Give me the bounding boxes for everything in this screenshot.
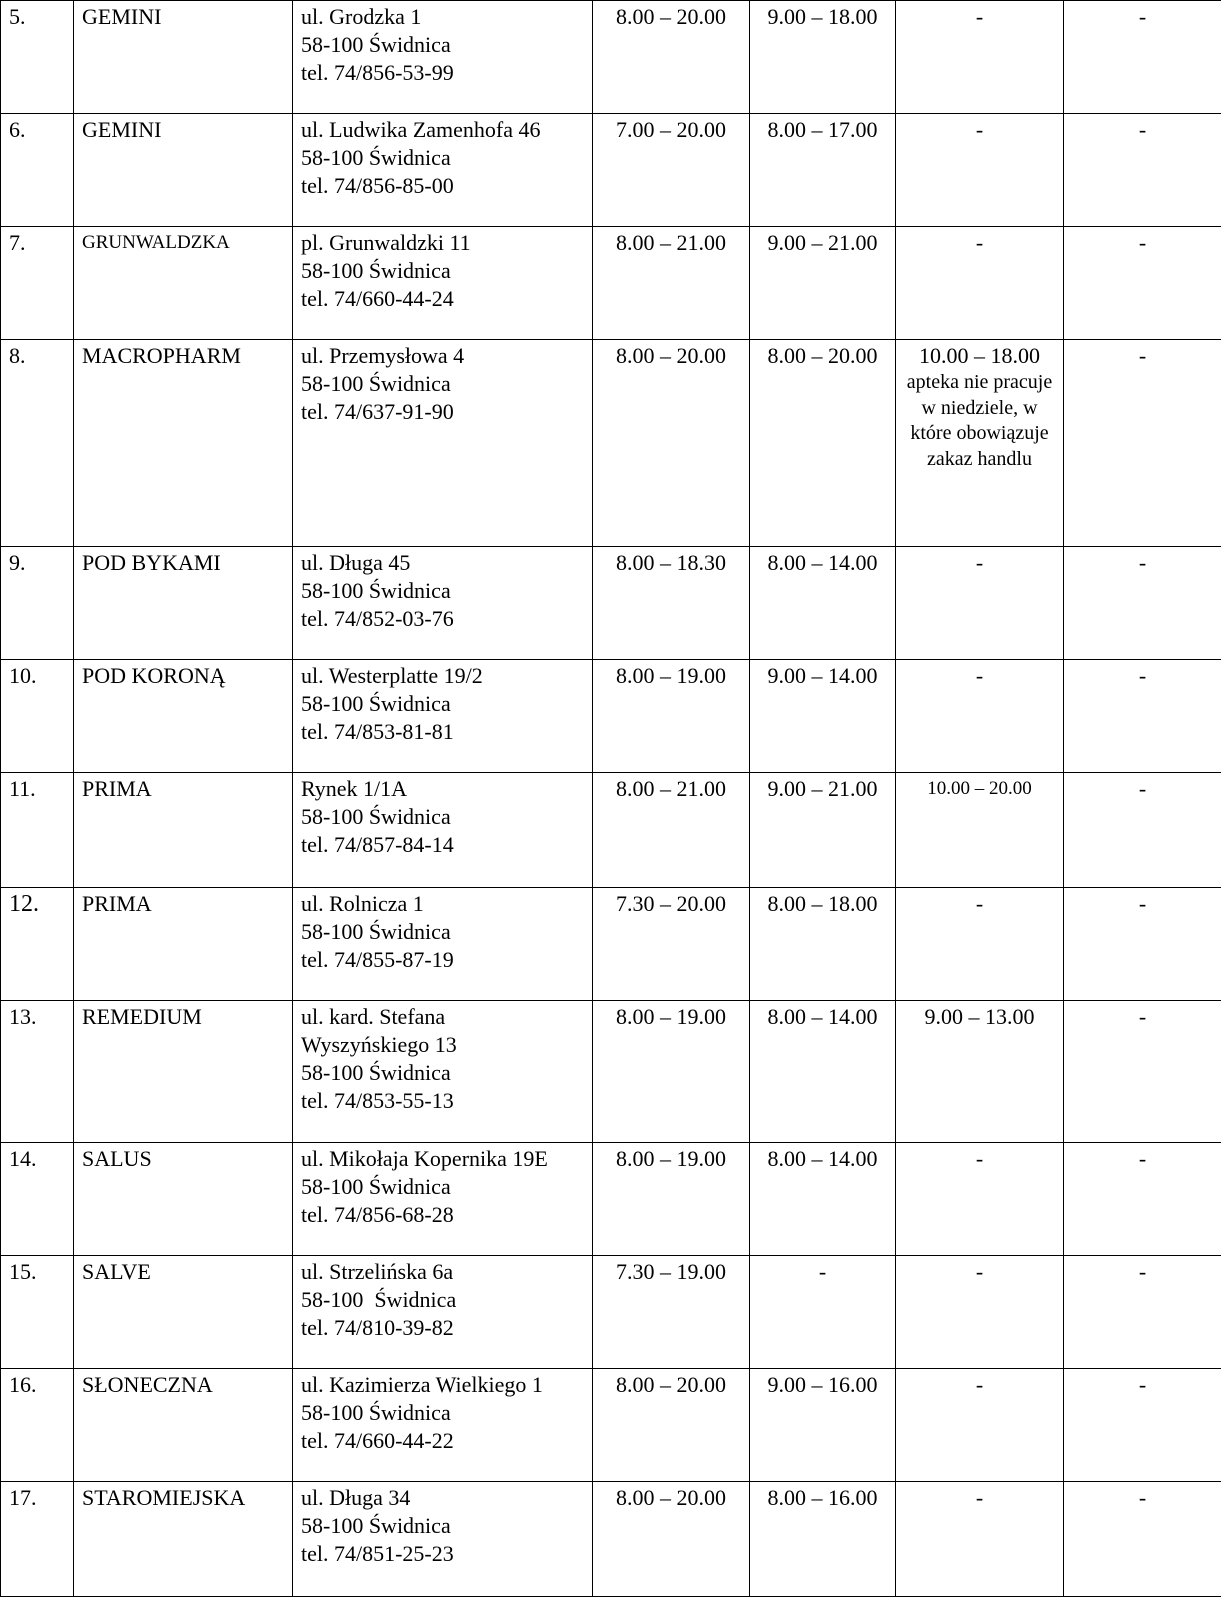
holiday-hours: - <box>1064 340 1221 547</box>
address-line: 58-100 Świdnica <box>301 1513 451 1538</box>
weekday-hours: 8.00 – 19.00 <box>593 1001 750 1143</box>
address-line: tel. 74/637-91-90 <box>301 399 454 424</box>
table-row <box>1 547 1221 660</box>
table-row <box>1 1482 1221 1597</box>
pharmacy-name: GRUNWALDZKA <box>74 227 293 340</box>
address-line: tel. 74/856-85-00 <box>301 173 454 198</box>
weekday-hours: 8.00 – 20.00 <box>593 1482 750 1597</box>
row-number: 15. <box>1 1256 74 1369</box>
table-row <box>1 1001 1221 1143</box>
pharmacy-name: PRIMA <box>74 888 293 1001</box>
weekday-hours: 8.00 – 21.00 <box>593 227 750 340</box>
saturday-hours: 8.00 – 20.00 <box>750 340 896 547</box>
address-line: ul. Długa 34 <box>301 1485 411 1510</box>
holiday-hours: - <box>1064 1482 1221 1597</box>
row-number: 16. <box>1 1369 74 1482</box>
table-row <box>1 227 1221 340</box>
pharmacy-name: PRIMA <box>74 773 293 888</box>
address-line: tel. 74/660-44-24 <box>301 286 454 311</box>
address-line: Wyszyńskiego 13 <box>301 1032 457 1057</box>
address-line: tel. 74/856-68-28 <box>301 1202 454 1227</box>
saturday-hours: 8.00 – 18.00 <box>750 888 896 1001</box>
holiday-hours: - <box>1064 1001 1221 1143</box>
pharmacy-address <box>293 114 593 227</box>
address-line: 58-100 Świdnica <box>301 1060 451 1085</box>
saturday-hours: 8.00 – 16.00 <box>750 1482 896 1597</box>
sunday-hours <box>896 340 1064 547</box>
table-row <box>1 660 1221 773</box>
address-line: 58-100 Świdnica <box>301 804 451 829</box>
pharmacy-name: SALUS <box>74 1143 293 1256</box>
table-row <box>1 114 1221 227</box>
address-line: tel. 74/855-87-19 <box>301 947 454 972</box>
address-line: ul. Kazimierza Wielkiego 1 <box>301 1372 543 1397</box>
holiday-hours: - <box>1064 888 1221 1001</box>
weekday-hours: 8.00 – 20.00 <box>593 1 750 114</box>
row-number: 5. <box>1 1 74 114</box>
row-number: 11. <box>1 773 74 888</box>
address-line: ul. Długa 45 <box>301 550 411 575</box>
holiday-hours: - <box>1064 1256 1221 1369</box>
table-row <box>1 888 1221 1001</box>
address-line: ul. Mikołaja Kopernika 19E <box>301 1146 548 1171</box>
weekday-hours: 7.30 – 19.00 <box>593 1256 750 1369</box>
row-number: 9. <box>1 547 74 660</box>
saturday-hours: 9.00 – 21.00 <box>750 773 896 888</box>
holiday-hours: - <box>1064 1 1221 114</box>
address-line: tel. 74/660-44-22 <box>301 1428 454 1453</box>
holiday-hours: - <box>1064 227 1221 340</box>
weekday-hours: 7.30 – 20.00 <box>593 888 750 1001</box>
row-number: 6. <box>1 114 74 227</box>
address-line: 58-100 Świdnica <box>301 919 451 944</box>
sunday-hours: - <box>896 1 1064 114</box>
address-line: tel. 74/851-25-23 <box>301 1541 454 1566</box>
row-number: 10. <box>1 660 74 773</box>
address-line: 58-100 Świdnica <box>301 578 451 603</box>
sunday-hours: - <box>896 547 1064 660</box>
row-number: 17. <box>1 1482 74 1597</box>
pharmacy-name: SŁONECZNA <box>74 1369 293 1482</box>
table-row <box>1 1143 1221 1256</box>
sunday-hours: - <box>896 1369 1064 1482</box>
sunday-hours: - <box>896 1256 1064 1369</box>
weekday-hours: 7.00 – 20.00 <box>593 114 750 227</box>
address-line: tel. 74/852-03-76 <box>301 606 454 631</box>
weekday-hours: 8.00 – 20.00 <box>593 340 750 547</box>
pharmacy-address <box>293 1256 593 1369</box>
table-row <box>1 1256 1221 1369</box>
pharmacy-name: MACROPHARM <box>74 340 293 547</box>
address-line: ul. Grodzka 1 <box>301 4 422 29</box>
saturday-hours: - <box>750 1256 896 1369</box>
pharmacy-name: POD BYKAMI <box>74 547 293 660</box>
address-line: ul. kard. Stefana <box>301 1004 446 1029</box>
pharmacy-address <box>293 1143 593 1256</box>
row-number: 12. <box>1 888 74 1001</box>
address-line: 58-100 Świdnica <box>301 145 451 170</box>
weekday-hours: 8.00 – 21.00 <box>593 773 750 888</box>
address-line: pl. Grunwaldzki 11 <box>301 230 471 255</box>
sunday-hours: - <box>896 227 1064 340</box>
saturday-hours: 9.00 – 18.00 <box>750 1 896 114</box>
saturday-hours: 8.00 – 17.00 <box>750 114 896 227</box>
table-row <box>1 340 1221 547</box>
pharmacy-name: GEMINI <box>74 114 293 227</box>
holiday-hours: - <box>1064 660 1221 773</box>
saturday-hours: 9.00 – 14.00 <box>750 660 896 773</box>
address-line: tel. 74/856-53-99 <box>301 60 454 85</box>
address-line: 58-100 Świdnica <box>301 371 451 396</box>
weekday-hours: 8.00 – 19.00 <box>593 660 750 773</box>
weekday-hours: 8.00 – 18.30 <box>593 547 750 660</box>
holiday-hours: - <box>1064 547 1221 660</box>
pharmacy-address <box>293 340 593 547</box>
pharmacy-address <box>293 1482 593 1597</box>
weekday-hours: 8.00 – 20.00 <box>593 1369 750 1482</box>
saturday-hours: 8.00 – 14.00 <box>750 547 896 660</box>
address-line: ul. Rolnicza 1 <box>301 891 424 916</box>
sunday-hours: - <box>896 1143 1064 1256</box>
address-line: tel. 74/857-84-14 <box>301 832 454 857</box>
address-line: tel. 74/810-39-82 <box>301 1315 454 1340</box>
holiday-hours: - <box>1064 1369 1221 1482</box>
address-line: 58-100 Świdnica <box>301 32 451 57</box>
pharmacy-address <box>293 1 593 114</box>
row-number: 8. <box>1 340 74 547</box>
address-line: tel. 74/853-81-81 <box>301 719 454 744</box>
pharmacy-name: POD KORONĄ <box>74 660 293 773</box>
address-line: ul. Strzelińska 6a <box>301 1259 454 1284</box>
sunday-hours: - <box>896 660 1064 773</box>
pharmacy-name: REMEDIUM <box>74 1001 293 1143</box>
pharmacy-address <box>293 1001 593 1143</box>
pharmacy-address <box>293 1369 593 1482</box>
saturday-hours: 9.00 – 16.00 <box>750 1369 896 1482</box>
saturday-hours: 9.00 – 21.00 <box>750 227 896 340</box>
holiday-hours: - <box>1064 114 1221 227</box>
address-line: tel. 74/853-55-13 <box>301 1088 454 1113</box>
holiday-hours: - <box>1064 773 1221 888</box>
saturday-hours: 8.00 – 14.00 <box>750 1001 896 1143</box>
address-line: 58-100 Świdnica <box>301 1287 457 1312</box>
row-number: 7. <box>1 227 74 340</box>
address-line: 58-100 Świdnica <box>301 1174 451 1199</box>
address-line: 58-100 Świdnica <box>301 258 451 283</box>
pharmacy-name: STAROMIEJSKA <box>74 1482 293 1597</box>
saturday-hours: 8.00 – 14.00 <box>750 1143 896 1256</box>
pharmacy-name: SALVE <box>74 1256 293 1369</box>
table-row <box>1 773 1221 888</box>
table-row <box>1 1 1221 114</box>
pharmacy-address <box>293 547 593 660</box>
sunday-hours: - <box>896 114 1064 227</box>
pharmacy-address <box>293 773 593 888</box>
address-line: ul. Westerplatte 19/2 <box>301 663 483 688</box>
sunday-hours: 10.00 – 20.00 <box>896 773 1064 888</box>
pharmacy-name: GEMINI <box>74 1 293 114</box>
pharmacy-address <box>293 227 593 340</box>
pharmacy-address <box>293 660 593 773</box>
sunday-hours: - <box>896 1482 1064 1597</box>
holiday-hours: - <box>1064 1143 1221 1256</box>
sunday-hours-value: 10.00 – 18.00 <box>919 343 1040 368</box>
table-row <box>1 1369 1221 1482</box>
address-line: 58-100 Świdnica <box>301 1400 451 1425</box>
address-line: ul. Ludwika Zamenhofa 46 <box>301 117 541 142</box>
weekday-hours: 8.00 – 19.00 <box>593 1143 750 1256</box>
pharmacy-address <box>293 888 593 1001</box>
address-line: 58-100 Świdnica <box>301 691 451 716</box>
row-number: 13. <box>1 1001 74 1143</box>
sunday-hours: - <box>896 888 1064 1001</box>
address-line: Rynek 1/1A <box>301 776 408 801</box>
sunday-hours: 9.00 – 13.00 <box>896 1001 1064 1143</box>
sunday-note: apteka nie pracuje w niedziele, w które obowiązuje zakaz handlu <box>906 371 1053 470</box>
address-line: ul. Przemysłowa 4 <box>301 343 465 368</box>
row-number: 14. <box>1 1143 74 1256</box>
